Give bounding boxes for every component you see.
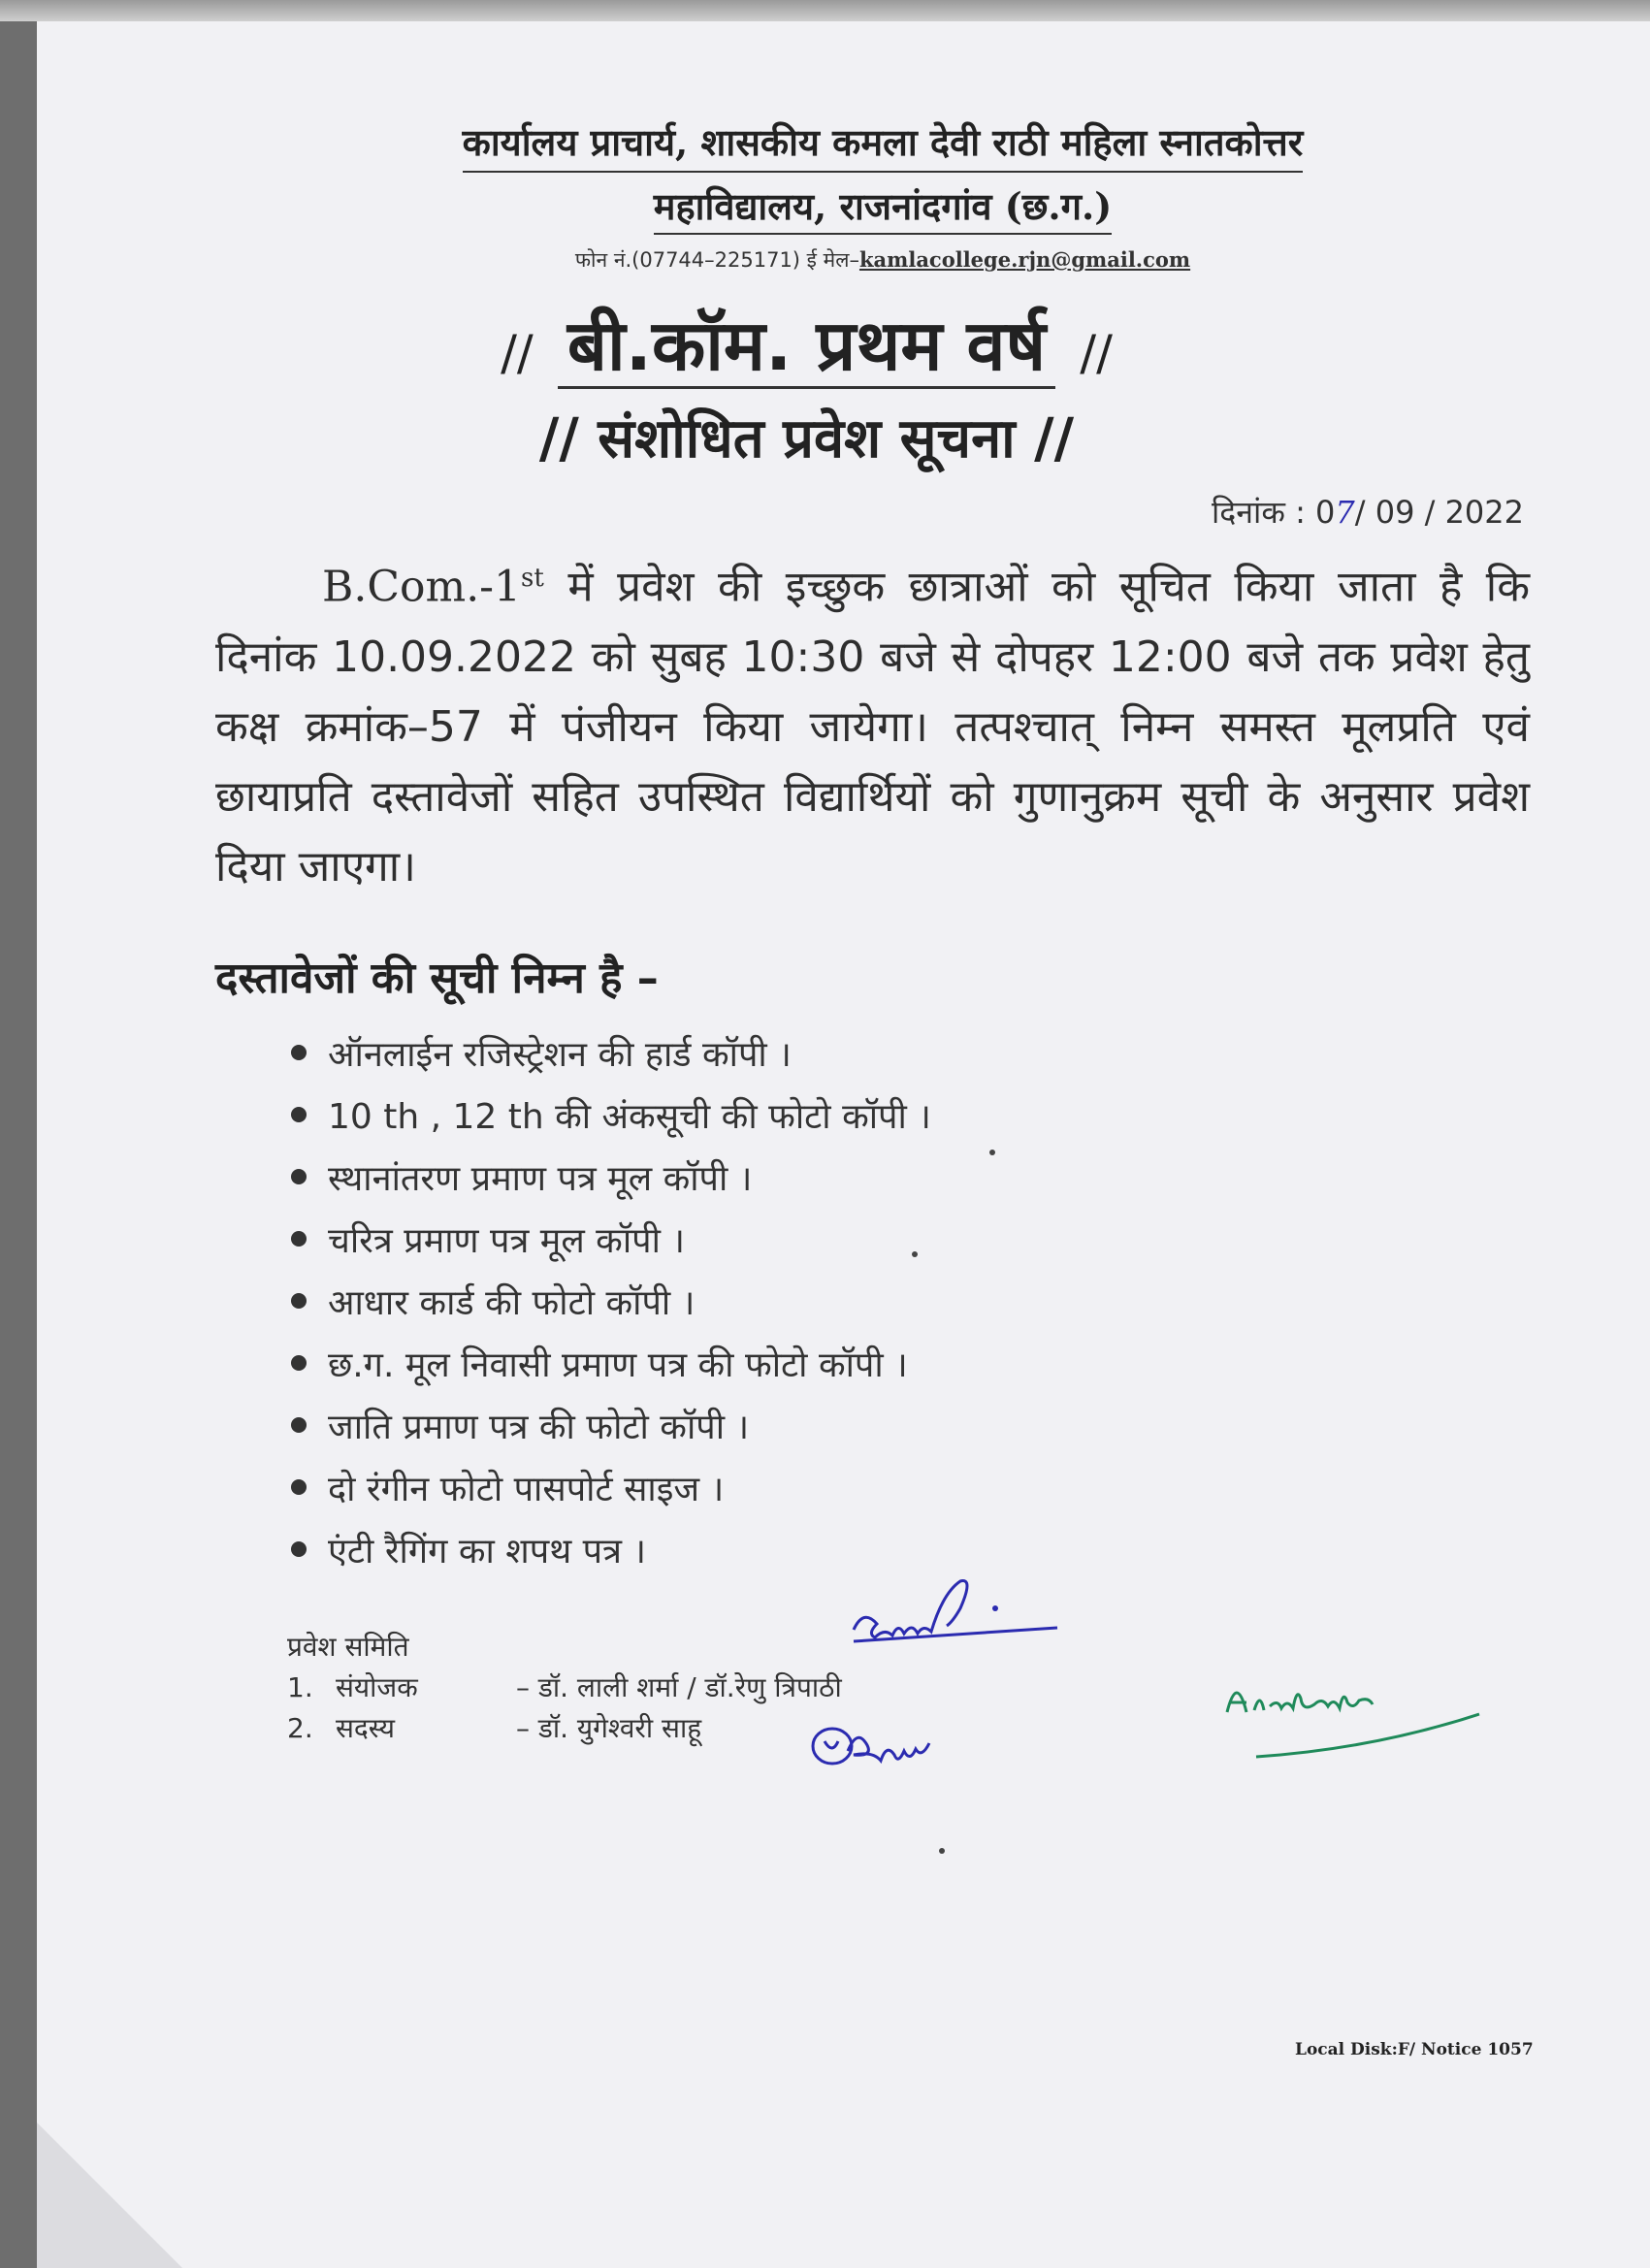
bullet-icon: [291, 1231, 307, 1247]
date-day-correction: 7: [1335, 494, 1355, 531]
list-item-text: जाति प्रमाण पत्र की फोटो कॉपी ।: [328, 1407, 750, 1447]
letterhead-line2: महाविद्यालय, राजनांदगांव (छ.ग.): [654, 180, 1113, 235]
signature-principal: [1217, 1664, 1489, 1770]
notice-subtitle: // संशोधित प्रवेश सूचना //: [538, 407, 1075, 470]
bullet-icon: [291, 1355, 307, 1371]
title-slash-right: //: [1080, 325, 1113, 381]
member-role: सदस्य: [336, 1712, 395, 1744]
letterhead: [223, 116, 1542, 274]
scan-top-edge: [0, 0, 1650, 21]
documents-heading: दस्तावेजों की सूची निम्न है –: [215, 954, 659, 1003]
member-name: – डॉ. लाली शर्मा / डॉ.रेणु त्रिपाठी: [516, 1671, 842, 1703]
scan-speck: [939, 1848, 945, 1854]
bullet-icon: [291, 1293, 307, 1309]
list-item: [291, 1021, 931, 1084]
list-item: [291, 1270, 931, 1332]
list-item-text: एंटी रैगिंग का शपथ पत्र ।: [328, 1531, 647, 1571]
bullet-icon: [291, 1417, 307, 1433]
documents-list: [291, 1021, 931, 1580]
notice-date: [1212, 491, 1524, 533]
bullet-icon: [291, 1169, 307, 1184]
scan-speck: [989, 1150, 995, 1155]
list-item-text: 10 th , 12 th की अंकसूची की फोटो कॉपी ।: [328, 1096, 931, 1137]
title-slash-left: //: [501, 325, 534, 381]
notice-text: में प्रवेश की इच्छुक छात्राओं को सूचित किया जाता है कि दिनांक 10.09.2022 को सुबह 10:30 बजे से दोपहर 12:00 बजे तक प्रवेश हेतु कक्ष क्रमांक–57 में पंजीयन किया जायेगा। तत्पश्चात् निम्न समस्त मूलप्रति एवं छायाप्रति दस्तावेजों सहित उपस्थित विद्यार्थियों को गुणानुक्रम सूची के अनुसार प्रवेश दिया जाएगा।: [215, 562, 1530, 891]
list-item: [291, 1208, 931, 1270]
date-label: दिनांक : 0: [1212, 494, 1336, 531]
member-role: संयोजक: [336, 1671, 418, 1703]
committee-member: [287, 1667, 842, 1707]
letterhead-line1: कार्यालय प्राचार्य, शासकीय कमला देवी राठी महिला स्नातकोत्तर: [463, 116, 1304, 173]
list-item-text: ऑनलाईन रजिस्ट्रेशन की हार्ड कॉपी ।: [328, 1034, 792, 1075]
list-item-text: छ.ग. मूल निवासी प्रमाण पत्र की फोटो कॉपी ।: [328, 1345, 908, 1385]
list-item: [291, 1332, 931, 1394]
bullet-icon: [291, 1479, 307, 1495]
list-item: [291, 1084, 931, 1146]
notice-body: [215, 543, 1530, 902]
email-text: kamlacollege.rjn@gmail.com: [858, 247, 1191, 272]
admission-committee: [287, 1626, 842, 1748]
phone-text: फोन नं.(07744–225171) ई मेल–: [574, 248, 859, 272]
member-number: 2.: [287, 1711, 313, 1744]
notice-lead: B.Com.-1: [322, 562, 522, 612]
member-name: – डॉ. युगेश्वरी साहू: [516, 1712, 702, 1744]
notice-lead-sup: st: [521, 564, 544, 593]
committee-heading: प्रवेश समिति: [287, 1631, 409, 1663]
contact-line: [223, 246, 1542, 274]
list-item: [291, 1146, 931, 1208]
list-item-text: चरित्र प्रमाण पत्र मूल कॉपी ।: [328, 1220, 686, 1261]
file-reference: Local Disk:F/ Notice 1057: [1295, 2040, 1534, 2059]
bullet-icon: [291, 1107, 307, 1122]
bullet-icon: [291, 1045, 307, 1060]
member-number: 1.: [287, 1670, 313, 1703]
committee-member: [287, 1707, 842, 1748]
title-text: बी.कॉम. प्रथम वर्ष: [558, 305, 1055, 389]
notice-title: [0, 296, 1613, 391]
list-item-text: दो रंगीन फोटो पासपोर्ट साइज ।: [328, 1469, 725, 1509]
signature-convener: [834, 1570, 1067, 1657]
list-item: [291, 1456, 931, 1518]
list-item-text: स्थानांतरण प्रमाण पत्र मूल कॉपी ।: [328, 1158, 753, 1199]
folded-corner: [37, 2122, 182, 2268]
bullet-icon: [291, 1541, 307, 1557]
signature-member: [805, 1712, 970, 1780]
date-rest: / 09 / 2022: [1354, 494, 1524, 531]
scan-speck: [912, 1251, 918, 1257]
list-item-text: आधार कार्ड की फोटो कॉपी ।: [328, 1282, 696, 1323]
list-item: [291, 1394, 931, 1456]
